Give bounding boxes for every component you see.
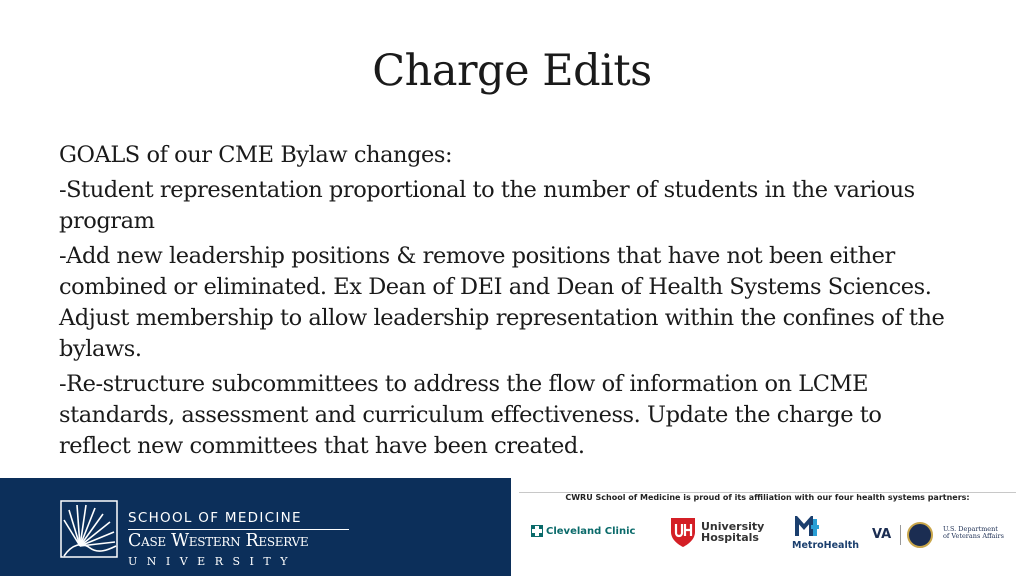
partners-banner <box>511 478 1024 576</box>
school-name-line2: Case Western Reserve <box>128 531 309 551</box>
va-label: VA <box>872 527 892 542</box>
uh-shield-icon <box>669 516 697 548</box>
school-sunburst-logo-icon <box>60 500 118 558</box>
goal-item-student-representation: -Student representation proportional to the number of students in the various program <box>59 177 915 234</box>
va-divider <box>900 525 901 545</box>
metrohealth-label: MetroHealth <box>792 540 860 551</box>
university-hospitals-label: University Hospitals <box>701 520 765 544</box>
school-name-line3: UNIVERSITY <box>128 555 297 568</box>
cleveland-clinic-cross-icon <box>531 525 543 537</box>
school-banner <box>0 478 511 576</box>
goal-item-restructure-subcommittees: -Re-structure subcommittees to address the flow of information on LCME standards, assessment and curriculum effectiveness. Update the charge to reflect new committees that have been created. <box>59 371 882 459</box>
cleveland-clinic-label: Cleveland Clinic <box>546 526 636 537</box>
partners-caption: CWRU School of Medicine is proud of its affiliation with our four health systems partners: <box>565 493 970 502</box>
slide-title: Charge Edits <box>372 46 652 96</box>
university-hospitals-logo <box>669 516 765 552</box>
metrohealth-mark-icon <box>794 516 822 538</box>
slide-body <box>59 140 959 466</box>
goal-item-leadership-positions: -Add new leadership positions & remove positions that have not been either combined or eliminated. Ex Dean of DEI and Dean of Health Systems Sciences. Adjust membership to allow leadership representation within the confines of the bylaws. <box>59 243 945 362</box>
school-name-divider <box>128 529 349 530</box>
goals-heading: GOALS of our CME Bylaw changes: <box>59 142 453 168</box>
school-name-line1: SCHOOL OF MEDICINE <box>128 510 302 526</box>
va-department-label: U.S. Department of Veterans Affairs <box>943 525 1004 540</box>
cleveland-clinic-logo <box>531 525 635 537</box>
va-seal-icon <box>907 522 933 548</box>
metrohealth-logo <box>792 516 860 551</box>
